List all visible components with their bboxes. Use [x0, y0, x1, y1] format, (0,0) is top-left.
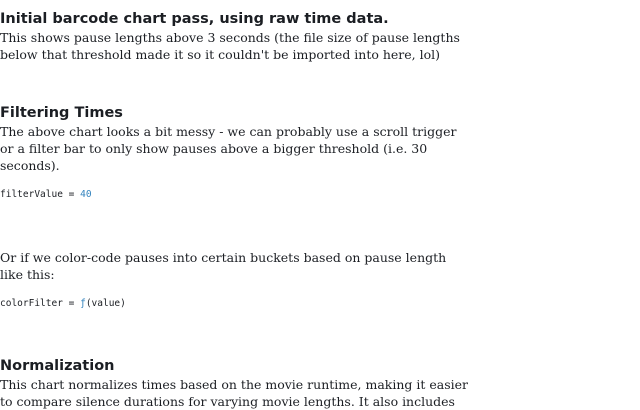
cell-number-value: 40 — [80, 189, 92, 200]
paragraph-line: Or if we color-code pauses into certain buckets based on pause length — [0, 250, 447, 265]
cell-function-args: (value) — [85, 298, 126, 309]
section-heading-normalization: Normalization — [0, 358, 115, 374]
cell-operator: = — [62, 298, 81, 309]
section-heading-initial: Initial barcode chart pass, using raw time data. — [0, 11, 389, 27]
paragraph-normalization — [0, 376, 469, 410]
cell-operator: = — [62, 189, 81, 200]
paragraph-line: This shows pause lengths above 3 seconds (the file size of pause lengths — [0, 30, 460, 45]
paragraph-line: The above chart looks a bit messy - we can probably use a scroll trigger — [0, 124, 457, 139]
cell-output-filter-value[interactable] — [0, 188, 92, 201]
function-icon: ƒ — [80, 298, 86, 309]
paragraph-initial — [0, 29, 460, 63]
paragraph-line: seconds). — [0, 158, 60, 173]
paragraph-line: like this: — [0, 267, 55, 282]
paragraph-line: or a filter bar to only show pauses above a bigger threshold (i.e. 30 — [0, 141, 428, 156]
paragraph-line: This chart normalizes times based on the movie runtime, making it easier — [0, 377, 469, 392]
section-heading-filtering: Filtering Times — [0, 105, 123, 121]
paragraph-filtering — [0, 123, 457, 174]
cell-variable-name: colorFilter — [0, 298, 63, 309]
paragraph-color-code — [0, 249, 447, 283]
cell-output-color-filter[interactable] — [0, 297, 126, 310]
paragraph-line: below that threshold made it so it couldn't be imported into here, lol) — [0, 47, 441, 62]
cell-variable-name: filterValue — [0, 189, 63, 200]
paragraph-line: to compare silence durations for varying movie lengths. It also includes — [0, 394, 455, 409]
